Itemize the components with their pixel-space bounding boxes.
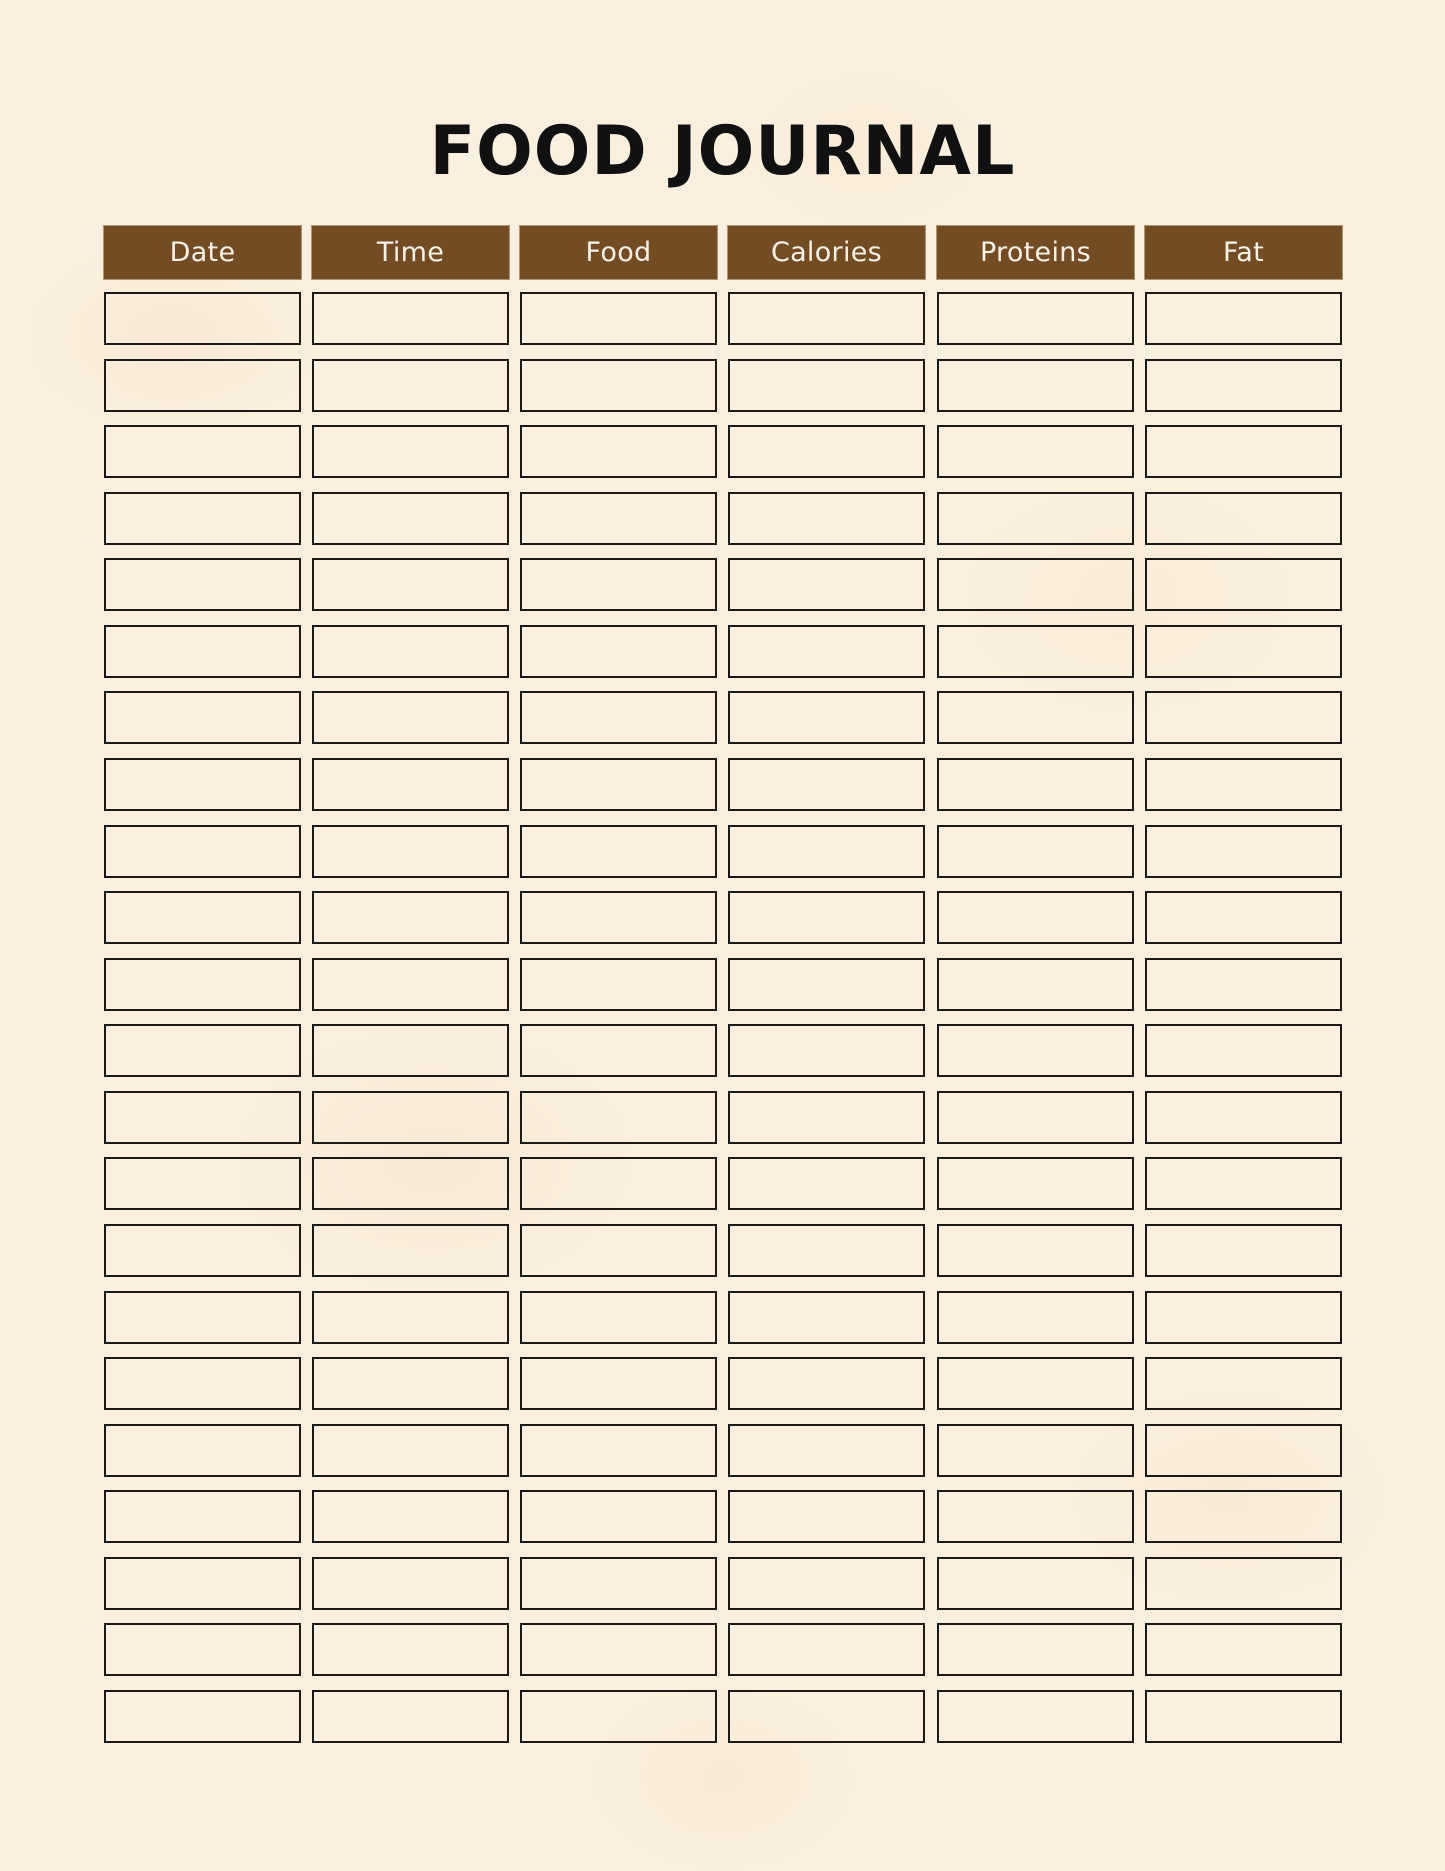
entry-cell-fat[interactable]	[1145, 625, 1342, 678]
entry-cell-time[interactable]	[312, 1424, 509, 1477]
entry-cell-date[interactable]	[104, 758, 301, 811]
entry-cell-proteins[interactable]	[937, 492, 1134, 545]
column-header-food: Food	[520, 226, 717, 279]
entry-cell-date[interactable]	[104, 1690, 301, 1743]
entry-cell-calories[interactable]	[728, 558, 925, 611]
entry-cell-food[interactable]	[520, 1091, 717, 1144]
entry-cell-time[interactable]	[312, 758, 509, 811]
entry-cell-food[interactable]	[520, 558, 717, 611]
entry-cell-proteins[interactable]	[937, 425, 1134, 478]
entry-cell-food[interactable]	[520, 1690, 717, 1743]
entry-cell-proteins[interactable]	[937, 825, 1134, 878]
entry-cell-fat[interactable]	[1145, 758, 1342, 811]
entry-cell-calories[interactable]	[728, 292, 925, 345]
entry-cell-time[interactable]	[312, 958, 509, 1011]
entry-cell-food[interactable]	[520, 1157, 717, 1210]
entry-cell-time[interactable]	[312, 1557, 509, 1610]
entry-cell-calories[interactable]	[728, 1424, 925, 1477]
entry-cell-food[interactable]	[520, 1291, 717, 1344]
entry-cell-calories[interactable]	[728, 492, 925, 545]
entry-cell-proteins[interactable]	[937, 1024, 1134, 1077]
entry-cell-time[interactable]	[312, 1291, 509, 1344]
entry-cell-fat[interactable]	[1145, 1424, 1342, 1477]
entry-cell-calories[interactable]	[728, 1291, 925, 1344]
entry-cell-time[interactable]	[312, 492, 509, 545]
entry-cell-date[interactable]	[104, 1557, 301, 1610]
entry-cell-fat[interactable]	[1145, 558, 1342, 611]
entry-cell-date[interactable]	[104, 1490, 301, 1543]
entry-cell-food[interactable]	[520, 1024, 717, 1077]
entry-cell-food[interactable]	[520, 1490, 717, 1543]
entry-cell-calories[interactable]	[728, 1357, 925, 1410]
entry-cell-time[interactable]	[312, 825, 509, 878]
entry-cell-time[interactable]	[312, 1224, 509, 1277]
entry-cell-food[interactable]	[520, 1224, 717, 1277]
entry-cell-time[interactable]	[312, 625, 509, 678]
entry-cell-food[interactable]	[520, 425, 717, 478]
entry-cell-date[interactable]	[104, 1623, 301, 1676]
entry-cell-calories[interactable]	[728, 891, 925, 944]
entry-cell-date[interactable]	[104, 292, 301, 345]
entry-cell-time[interactable]	[312, 425, 509, 478]
entry-cell-proteins[interactable]	[937, 292, 1134, 345]
entry-cell-proteins[interactable]	[937, 359, 1134, 412]
entry-cell-time[interactable]	[312, 1091, 509, 1144]
entry-cell-proteins[interactable]	[937, 1157, 1134, 1210]
entry-cell-time[interactable]	[312, 1623, 509, 1676]
entry-cell-calories[interactable]	[728, 359, 925, 412]
entry-cell-fat[interactable]	[1145, 492, 1342, 545]
entry-cell-fat[interactable]	[1145, 1291, 1342, 1344]
entry-cell-proteins[interactable]	[937, 1690, 1134, 1743]
entry-cell-date[interactable]	[104, 1091, 301, 1144]
entry-cell-fat[interactable]	[1145, 1357, 1342, 1410]
entry-cell-calories[interactable]	[728, 1157, 925, 1210]
entry-cell-food[interactable]	[520, 292, 717, 345]
entry-cell-time[interactable]	[312, 1357, 509, 1410]
entry-cell-food[interactable]	[520, 1623, 717, 1676]
entry-cell-fat[interactable]	[1145, 825, 1342, 878]
entry-cell-proteins[interactable]	[937, 1357, 1134, 1410]
entry-cell-proteins[interactable]	[937, 558, 1134, 611]
entry-cell-date[interactable]	[104, 625, 301, 678]
entry-cell-food[interactable]	[520, 492, 717, 545]
entry-cell-fat[interactable]	[1145, 292, 1342, 345]
entry-cell-fat[interactable]	[1145, 359, 1342, 412]
entry-cell-date[interactable]	[104, 1224, 301, 1277]
entry-cell-food[interactable]	[520, 758, 717, 811]
entry-cell-date[interactable]	[104, 359, 301, 412]
entry-cell-food[interactable]	[520, 1424, 717, 1477]
entry-cell-food[interactable]	[520, 359, 717, 412]
entry-cell-proteins[interactable]	[937, 1291, 1134, 1344]
entry-cell-time[interactable]	[312, 359, 509, 412]
entry-cell-proteins[interactable]	[937, 958, 1134, 1011]
entry-cell-calories[interactable]	[728, 958, 925, 1011]
entry-cell-time[interactable]	[312, 891, 509, 944]
entry-cell-fat[interactable]	[1145, 1690, 1342, 1743]
entry-cell-date[interactable]	[104, 958, 301, 1011]
entry-cell-calories[interactable]	[728, 1623, 925, 1676]
entry-cell-calories[interactable]	[728, 1091, 925, 1144]
entry-cell-fat[interactable]	[1145, 1623, 1342, 1676]
entry-cell-calories[interactable]	[728, 1024, 925, 1077]
entry-cell-food[interactable]	[520, 1557, 717, 1610]
entry-cell-date[interactable]	[104, 1291, 301, 1344]
entry-cell-fat[interactable]	[1145, 891, 1342, 944]
entry-cell-fat[interactable]	[1145, 691, 1342, 744]
entry-cell-date[interactable]	[104, 1024, 301, 1077]
entry-cell-time[interactable]	[312, 292, 509, 345]
entry-cell-proteins[interactable]	[937, 758, 1134, 811]
entry-cell-calories[interactable]	[728, 1224, 925, 1277]
entry-cell-calories[interactable]	[728, 691, 925, 744]
entry-cell-calories[interactable]	[728, 625, 925, 678]
entry-cell-food[interactable]	[520, 825, 717, 878]
entry-cell-proteins[interactable]	[937, 1490, 1134, 1543]
entry-cell-fat[interactable]	[1145, 1490, 1342, 1543]
column-header-fat: Fat	[1145, 226, 1342, 279]
entry-cell-proteins[interactable]	[937, 1091, 1134, 1144]
entry-cell-date[interactable]	[104, 492, 301, 545]
entry-cell-calories[interactable]	[728, 825, 925, 878]
entry-cell-proteins[interactable]	[937, 1424, 1134, 1477]
entry-cell-food[interactable]	[520, 625, 717, 678]
entry-cell-proteins[interactable]	[937, 891, 1134, 944]
entry-cell-calories[interactable]	[728, 1490, 925, 1543]
entry-cell-fat[interactable]	[1145, 1224, 1342, 1277]
entry-cell-time[interactable]	[312, 691, 509, 744]
entry-cell-calories[interactable]	[728, 758, 925, 811]
entry-cell-date[interactable]	[104, 425, 301, 478]
entry-cell-fat[interactable]	[1145, 1557, 1342, 1610]
entry-cell-date[interactable]	[104, 825, 301, 878]
column-header-date: Date	[104, 226, 301, 279]
column-header-calories: Calories	[728, 226, 925, 279]
entry-cell-proteins[interactable]	[937, 1224, 1134, 1277]
entry-cell-date[interactable]	[104, 1157, 301, 1210]
entry-cell-food[interactable]	[520, 891, 717, 944]
column-header-proteins: Proteins	[937, 226, 1134, 279]
entry-cell-proteins[interactable]	[937, 1623, 1134, 1676]
entry-cell-date[interactable]	[104, 891, 301, 944]
entry-cell-time[interactable]	[312, 1490, 509, 1543]
entry-cell-date[interactable]	[104, 691, 301, 744]
entry-cell-date[interactable]	[104, 558, 301, 611]
entry-cell-fat[interactable]	[1145, 1157, 1342, 1210]
entry-cell-date[interactable]	[104, 1424, 301, 1477]
entry-cell-date[interactable]	[104, 1357, 301, 1410]
entry-cell-calories[interactable]	[728, 1557, 925, 1610]
entry-cell-time[interactable]	[312, 1157, 509, 1210]
entry-cell-time[interactable]	[312, 1690, 509, 1743]
entry-cell-time[interactable]	[312, 558, 509, 611]
entry-cell-calories[interactable]	[728, 1690, 925, 1743]
entry-cell-food[interactable]	[520, 1357, 717, 1410]
entry-cell-proteins[interactable]	[937, 1557, 1134, 1610]
entry-cell-fat[interactable]	[1145, 958, 1342, 1011]
entry-cell-proteins[interactable]	[937, 625, 1134, 678]
entry-cell-fat[interactable]	[1145, 1024, 1342, 1077]
entry-cell-food[interactable]	[520, 691, 717, 744]
column-header-time: Time	[312, 226, 509, 279]
entry-cell-calories[interactable]	[728, 425, 925, 478]
entry-cell-proteins[interactable]	[937, 691, 1134, 744]
page-title: FOOD JOURNAL	[429, 112, 1016, 191]
entry-cell-food[interactable]	[520, 958, 717, 1011]
entry-cell-time[interactable]	[312, 1024, 509, 1077]
entry-cell-fat[interactable]	[1145, 1091, 1342, 1144]
entry-cell-fat[interactable]	[1145, 425, 1342, 478]
